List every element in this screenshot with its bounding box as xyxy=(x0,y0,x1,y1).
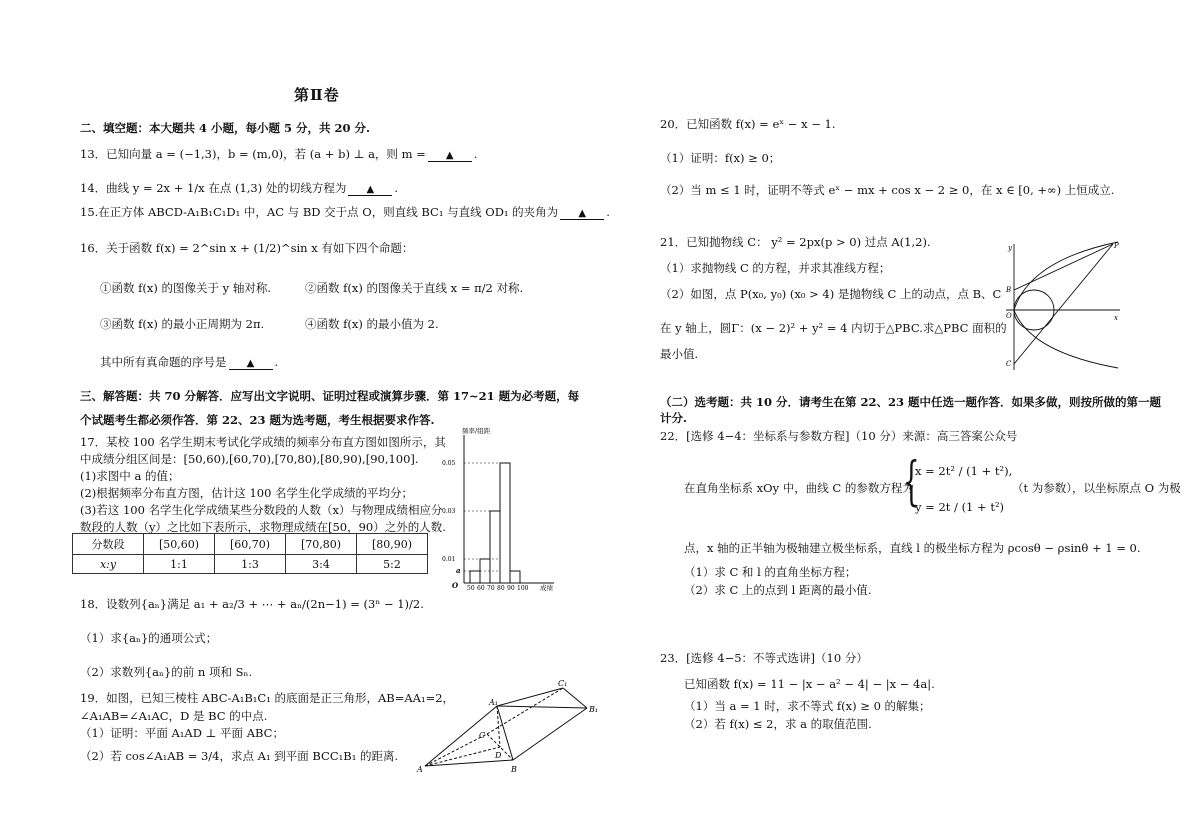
parametric-brace: { xyxy=(903,452,920,512)
question-20-part-2: （2）当 m ≤ 1 时，证明不等式 eˣ − mx + cos x − 2 ≥ 0，在 x ∈ [0, +∞) 上恒成立. xyxy=(660,183,1115,197)
question-20-part-1: （1）证明：f(x) ≥ 0； xyxy=(660,151,781,165)
question-17-line-1: 17．某校 100 名学生期末考试化学成绩的频率分布直方图如图所示，其 xyxy=(80,435,446,449)
answer-blank xyxy=(348,181,392,196)
prism-diagram xyxy=(415,678,610,778)
table-cell: 3:4 xyxy=(286,555,357,574)
question-16-prop-1: ①函数 f(x) 的图像关于 y 轴对称. xyxy=(100,281,271,295)
question-16-intro: 16．关于函数 f(x) = 2^sin x + (1/2)^sin x 有如下四个命题： xyxy=(80,241,414,255)
y-tick-label: 0.03 xyxy=(442,508,456,515)
question-20: 20．已知函数 f(x) = eˣ − x − 1. xyxy=(660,117,836,131)
x-tick-label: 100 xyxy=(517,585,529,592)
question-22-line-b: （t 为参数），以坐标原点 O 为极 xyxy=(1012,481,1181,495)
y-tick-label: 0.05 xyxy=(442,460,456,467)
y-axis-label: 频率/组距 xyxy=(462,427,491,435)
question-17-line-3: (1)求图中 a 的值； xyxy=(80,469,180,483)
point-label-b: B xyxy=(511,765,517,774)
x-tick-label: 80 xyxy=(497,585,505,592)
question-16-prop-4: ④函数 f(x) 的最小值为 2. xyxy=(305,317,439,331)
point-label-a: A xyxy=(417,765,423,774)
question-23-line-a: 已知函数 f(x) = 11 − |x − a² − 4| − |x − 4a|. xyxy=(684,677,935,691)
frequency-histogram xyxy=(440,425,560,595)
point-label-d: D xyxy=(495,751,502,760)
point-label-b: B xyxy=(1006,286,1012,294)
question-18-part-2: （2）求数列{aₙ}的前 n 项和 Sₙ. xyxy=(80,665,253,679)
question-16-ask: 其中所有真命题的序号是▲ . xyxy=(100,354,278,370)
question-21-line-3: 在 y 轴上，圆Γ：(x − 2)² + y² = 4 内切于△PBC.求△PBC 面积的 xyxy=(660,321,1007,335)
question-17-line-4: (2)根据频率分布直方图，估计这 100 名学生化学成绩的平均分； xyxy=(80,486,414,500)
y-tick-label: 0.01 xyxy=(442,556,456,563)
fill-section-header: 二、填空题：本大题共 4 小题，每小题 5 分，共 20 分. xyxy=(80,121,371,135)
score-ratio-table xyxy=(72,533,428,574)
table-row xyxy=(73,534,428,555)
question-17-line-6: 数段的人数（y）之比如下表所示，求物理成绩在[50，90）之外的人数. xyxy=(80,520,446,534)
question-19-line-2: ∠A₁AB=∠A₁AC，D 是 BC 的中点. xyxy=(80,709,268,723)
question-21: 21．已知抛物线 C： y² = 2px(p > 0) 过点 A(1,2). xyxy=(660,235,931,249)
x-tick-label: 60 xyxy=(477,585,485,592)
question-16-prop-3: ③函数 f(x) 的最小正周期为 2π. xyxy=(100,317,265,331)
question-22: 22．[选修 4−4：坐标系与参数方程]（10 分）来源：高三答案公众号 xyxy=(660,429,1018,443)
question-13-text: 13．已知向量 a = (−1,3)，b = (m,0)，若 (a + b) ⊥ a，则 m = xyxy=(80,147,426,161)
parametric-y: y = 2t / (1 + t²) xyxy=(915,500,1005,514)
table-cell: 5:2 xyxy=(357,555,428,574)
y-tick-label: O xyxy=(452,581,459,590)
question-21-line-4: 最小值. xyxy=(660,347,699,361)
table-cell: [70,80) xyxy=(286,534,357,555)
question-13: 13．已知向量 a = (−1,3)，b = (m,0)，若 (a + b) ⊥ a，则 m =▲ . xyxy=(80,146,477,162)
solve-section-header-1: 三、解答题：共 70 分解答．应写出文字说明、证明过程或演算步骤．第 17~21 题为必考题，每 xyxy=(80,389,580,403)
question-16-prop-2: ②函数 f(x) 的图像关于直线 x = π/2 对称. xyxy=(305,281,524,295)
question-22-part-1: （1）求 C 和 l 的直角坐标方程； xyxy=(684,565,857,579)
table-cell: [60,70) xyxy=(215,534,286,555)
solve-section-header-2: 个试题考生都必须作答．第 22、23 题为选考题，考生根据要求作答. xyxy=(80,413,435,427)
point-label-c1: C₁ xyxy=(558,679,568,688)
question-23-part-1: （1）当 a = 1 时，求不等式 f(x) ≥ 0 的解集； xyxy=(684,699,931,713)
axis-label-x: x xyxy=(1114,314,1118,322)
table-cell: x:y xyxy=(73,555,144,574)
x-axis-label: 成绩 xyxy=(540,584,553,592)
question-22-part-2: （2）求 C 上的点到 l 距离的最小值. xyxy=(684,583,872,597)
histogram-bar-70-80 xyxy=(490,511,500,583)
answer-blank xyxy=(229,355,273,370)
question-19-line-3: （1）证明：平面 A₁AD ⊥ 平面 ABC； xyxy=(80,726,284,740)
question-17-line-5: (3)若这 100 名学生化学成绩某些分数段的人数（x）与物理成绩相应分 xyxy=(80,503,443,517)
x-tick-label: 70 xyxy=(487,585,495,592)
answer-blank xyxy=(560,205,604,220)
histogram-bar-50-60 xyxy=(470,571,480,583)
answer-blank xyxy=(428,147,472,162)
question-23: 23．[选修 4−5：不等式选讲]（10 分） xyxy=(660,651,868,665)
question-17-line-2: 中成绩分组区间是：[50,60),[60,70),[70,80),[80,90),[90,100]. xyxy=(80,452,419,466)
point-label-b1: B₁ xyxy=(589,705,599,714)
question-15-text: 15.在正方体 ABCD-A₁B₁C₁D₁ 中，AC 与 BD 交于点 O，则直线 BC₁ 与直线 OD₁ 的夹角为 xyxy=(80,205,559,219)
table-cell: 1:1 xyxy=(144,555,215,574)
question-14: 14．曲线 y = 2x + 1/x 在点 (1,3) 处的切线方程为▲ . xyxy=(80,180,398,196)
point-label-a1: A₁ xyxy=(489,698,498,707)
question-23-part-2: （2）若 f(x) ≤ 2，求 a 的取值范围. xyxy=(684,717,872,731)
question-18-part-1: （1）求{aₙ}的通项公式； xyxy=(80,631,218,645)
table-cell: [80,90) xyxy=(357,534,428,555)
question-16-ask-text: 其中所有真命题的序号是 xyxy=(100,355,227,369)
histogram-bar-80-90 xyxy=(500,463,510,583)
question-22-line-a: 在直角坐标系 xOy 中，曲线 C 的参数方程为 xyxy=(684,481,914,495)
histogram-bar-90-100 xyxy=(510,571,520,583)
page-title: 第Ⅱ卷 xyxy=(294,86,340,104)
question-22-line-c: 点，x 轴的正半轴为极轴建立极坐标系，直线 l 的极坐标方程为 ρcosθ − ρsinθ + 1 = 0. xyxy=(684,541,1141,555)
table-cell: 分数段 xyxy=(73,534,144,555)
point-label-c: C xyxy=(1006,360,1012,368)
y-tick-label: a xyxy=(456,566,461,575)
axis-label-y: y xyxy=(1008,244,1012,252)
optional-section-header-2: 计分. xyxy=(660,411,688,425)
table-cell: [50,60) xyxy=(144,534,215,555)
question-21-part-2: （2）如图，点 P(x₀, y₀) (x₀ > 4) 是抛物线 C 上的动点，点 B、C xyxy=(660,287,1002,301)
table-cell: 1:3 xyxy=(215,555,286,574)
question-21-part-1: （1）求抛物线 C 的方程，并求其准线方程； xyxy=(660,261,891,275)
point-label-o: O xyxy=(1006,312,1012,320)
point-label-p: P xyxy=(1114,242,1119,250)
question-19-line-4: （2）若 cos∠A₁AB = 3/4，求点 A₁ 到平面 BCC₁B₁ 的距离. xyxy=(80,749,399,763)
question-14-text: 14．曲线 y = 2x + 1/x 在点 (1,3) 处的切线方程为 xyxy=(80,181,347,195)
question-18: 18．设数列{aₙ}满足 a₁ + a₂/3 + ⋯ + aₙ/(2n−1) = (3ⁿ − 1)/2. xyxy=(80,597,424,611)
table-row xyxy=(73,555,428,574)
x-tick-label: 50 xyxy=(467,585,475,592)
optional-section-header-1: （二）选考题：共 10 分．请考生在第 22、23 题中任选一题作答．如果多做，则按所做的第一题 xyxy=(660,395,1162,409)
question-15: 15.在正方体 ABCD-A₁B₁C₁D₁ 中，AC 与 BD 交于点 O，则直线 BC₁ 与直线 OD₁ 的夹角为▲ . xyxy=(80,204,610,220)
question-19-line-1: 19．如图，已知三棱柱 ABC-A₁B₁C₁ 的底面是正三角形，AB=AA₁=2， xyxy=(80,691,455,705)
point-label-c: C xyxy=(479,731,486,740)
parametric-x: x = 2t² / (1 + t²), xyxy=(915,464,1013,478)
parabola-diagram xyxy=(1000,240,1125,372)
x-tick-label: 90 xyxy=(507,585,515,592)
